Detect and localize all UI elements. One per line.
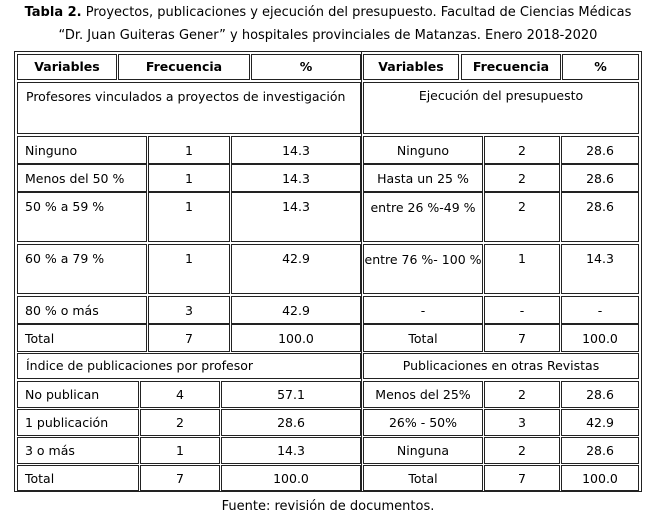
row-percent — [221, 465, 361, 491]
caption-text: Proyectos, publicaciones y ejecución del presupuesto. Facultad de Ciencias Médicas — [81, 5, 632, 20]
row-percent-text: 100.0 — [273, 471, 309, 486]
row-label-text: 26% - 50% — [388, 415, 458, 430]
table-caption-line-1 — [0, 5, 656, 20]
row-label-text: 3 o más — [25, 443, 75, 458]
row-frecuencia-text: 7 — [176, 471, 184, 486]
row-label — [363, 437, 483, 464]
row-label — [363, 409, 483, 436]
row-label — [17, 192, 147, 242]
row-label-text: Total — [25, 471, 55, 486]
header-percent — [562, 54, 639, 80]
row-percent-text: 28.6 — [586, 171, 614, 186]
row-percent — [221, 381, 361, 408]
row-label-text: No publican — [25, 387, 100, 402]
row-label-text: Ninguna — [396, 443, 450, 458]
row-percent — [561, 192, 639, 242]
row-percent — [561, 465, 639, 491]
row-frecuencia — [484, 437, 560, 464]
row-frecuencia — [148, 296, 230, 324]
row-frecuencia-text: 1 — [185, 251, 193, 266]
row-percent-text: 14.3 — [282, 171, 310, 186]
row-label — [17, 136, 147, 164]
section-title-proyectos-text: Profesores vinculados a proyectos de investigación — [26, 89, 346, 104]
row-percent-text: 14.3 — [277, 443, 305, 458]
row-frecuencia-text: 3 — [518, 415, 526, 430]
row-percent-text: 14.3 — [586, 251, 614, 266]
row-percent — [231, 192, 361, 242]
section-title-proyectos — [17, 82, 361, 134]
row-frecuencia — [140, 437, 220, 464]
row-label — [17, 381, 139, 408]
row-frecuencia — [484, 465, 560, 491]
row-percent-text: 42.9 — [282, 303, 310, 318]
row-percent-text: - — [597, 303, 603, 318]
row-label — [363, 244, 483, 294]
row-frecuencia — [484, 324, 560, 352]
section-title-otras-revistas-text: Publicaciones en otras Revistas — [402, 358, 600, 373]
row-percent-text: 28.6 — [277, 415, 305, 430]
row-frecuencia-text: 2 — [518, 143, 526, 158]
row-frecuencia — [484, 296, 560, 324]
row-percent — [561, 437, 639, 464]
row-label-text: entre 26 %-49 % — [370, 200, 476, 215]
caption-label: Tabla 2. — [24, 5, 82, 20]
section-title-publicaciones-text: Índice de publicaciones por profesor — [26, 358, 254, 373]
row-percent — [231, 136, 361, 164]
row-frecuencia-text: 3 — [185, 303, 193, 318]
row-percent-text: 100.0 — [582, 331, 618, 346]
row-label — [17, 296, 147, 324]
row-percent-text: 28.6 — [586, 387, 614, 402]
row-percent — [561, 136, 639, 164]
header-variables — [17, 54, 117, 80]
row-label — [17, 164, 147, 192]
row-percent — [231, 296, 361, 324]
row-frecuencia — [148, 244, 230, 294]
row-frecuencia-text: 4 — [176, 387, 184, 402]
row-label-text: entre 76 %- 100 % — [364, 252, 482, 267]
section-title-presupuesto-text: Ejecución del presupuesto — [418, 88, 584, 103]
row-frecuencia — [484, 244, 560, 294]
table-center-divider — [361, 51, 362, 492]
row-frecuencia-text: 1 — [185, 199, 193, 214]
row-label — [17, 409, 139, 436]
row-frecuencia — [140, 381, 220, 408]
row-percent — [561, 164, 639, 192]
row-frecuencia — [484, 164, 560, 192]
row-label-text: Ninguno — [25, 143, 78, 158]
row-frecuencia — [148, 164, 230, 192]
row-percent-text: 100.0 — [582, 471, 618, 486]
row-label-text: 60 % a 79 % — [25, 251, 105, 266]
row-percent-text: 57.1 — [277, 387, 305, 402]
header-variables — [363, 54, 459, 80]
row-frecuencia — [484, 381, 560, 408]
header-percent — [251, 54, 361, 80]
row-label-text: 1 publicación — [25, 415, 109, 430]
row-percent — [561, 244, 639, 294]
row-label — [363, 465, 483, 491]
header-percent-text: % — [299, 59, 313, 74]
row-percent-text: 100.0 — [278, 331, 314, 346]
row-percent — [561, 381, 639, 408]
table-caption-line-2: “Dr. Juan Guiteras Gener” y hospitales provinciales de Matanzas. Enero 2018-2020 — [58, 28, 598, 43]
row-percent — [561, 409, 639, 436]
row-frecuencia-text: 1 — [176, 443, 184, 458]
row-label — [363, 192, 483, 242]
section-title-presupuesto — [363, 82, 639, 134]
row-frecuencia — [148, 136, 230, 164]
row-label-text: 50 % a 59 % — [25, 199, 105, 214]
table-source-note: Fuente: revisión de documentos. — [221, 499, 435, 514]
row-percent — [561, 296, 639, 324]
row-label-text: Menos del 25% — [375, 387, 471, 402]
row-label-text: Total — [408, 331, 438, 346]
row-frecuencia-text: 2 — [176, 415, 184, 430]
row-frecuencia-text: 7 — [185, 331, 193, 346]
row-frecuencia-text: 2 — [518, 171, 526, 186]
section-title-publicaciones — [17, 353, 361, 379]
row-percent — [231, 324, 361, 352]
row-percent-text: 42.9 — [282, 251, 310, 266]
row-label-text: - — [420, 303, 426, 318]
row-frecuencia-text: 2 — [518, 443, 526, 458]
header-frecuencia-text: Frecuencia — [145, 59, 223, 74]
row-label — [17, 465, 139, 491]
row-frecuencia-text: 1 — [518, 251, 526, 266]
row-percent-text: 28.6 — [586, 143, 614, 158]
row-percent — [221, 409, 361, 436]
row-percent — [231, 244, 361, 294]
row-label-text: 80 % o más — [25, 303, 99, 318]
row-frecuencia-text: 1 — [185, 143, 193, 158]
row-label — [363, 296, 483, 324]
row-frecuencia — [484, 192, 560, 242]
row-label — [363, 381, 483, 408]
row-frecuencia-text: 2 — [518, 199, 526, 214]
row-frecuencia-text: 7 — [518, 331, 526, 346]
row-frecuencia — [140, 409, 220, 436]
row-label — [363, 324, 483, 352]
row-percent-text: 28.6 — [586, 443, 614, 458]
row-percent — [231, 164, 361, 192]
row-label — [363, 164, 483, 192]
row-percent — [221, 437, 361, 464]
row-label — [17, 437, 139, 464]
row-label — [17, 244, 147, 294]
row-label — [17, 324, 147, 352]
row-label-text: Ninguno — [396, 143, 450, 158]
header-percent-text: % — [594, 59, 607, 74]
row-label — [363, 136, 483, 164]
header-variables-text: Variables — [34, 59, 100, 74]
row-percent-text: 42.9 — [586, 415, 614, 430]
row-label-text: Hasta un 25 % — [377, 171, 469, 186]
row-frecuencia-text: 7 — [518, 471, 526, 486]
header-frecuencia — [118, 54, 250, 80]
header-variables-text: Variables — [378, 59, 444, 74]
row-label-text: Menos del 50 % — [25, 171, 125, 186]
row-frecuencia — [148, 324, 230, 352]
row-percent-text: 14.3 — [282, 199, 310, 214]
row-frecuencia — [484, 136, 560, 164]
row-percent-text: 14.3 — [282, 143, 310, 158]
header-frecuencia — [461, 54, 561, 80]
row-label-text: Total — [408, 471, 438, 486]
row-percent-text: 28.6 — [586, 199, 614, 214]
row-frecuencia-text: 2 — [518, 387, 526, 402]
row-label-text: Total — [25, 331, 55, 346]
row-frecuencia-text: - — [519, 303, 525, 318]
row-percent — [561, 324, 639, 352]
row-frecuencia-text: 1 — [185, 171, 193, 186]
row-frecuencia — [484, 409, 560, 436]
section-title-otras-revistas — [363, 353, 639, 379]
row-frecuencia — [140, 465, 220, 491]
header-frecuencia-text: Frecuencia — [472, 59, 550, 74]
row-frecuencia — [148, 192, 230, 242]
